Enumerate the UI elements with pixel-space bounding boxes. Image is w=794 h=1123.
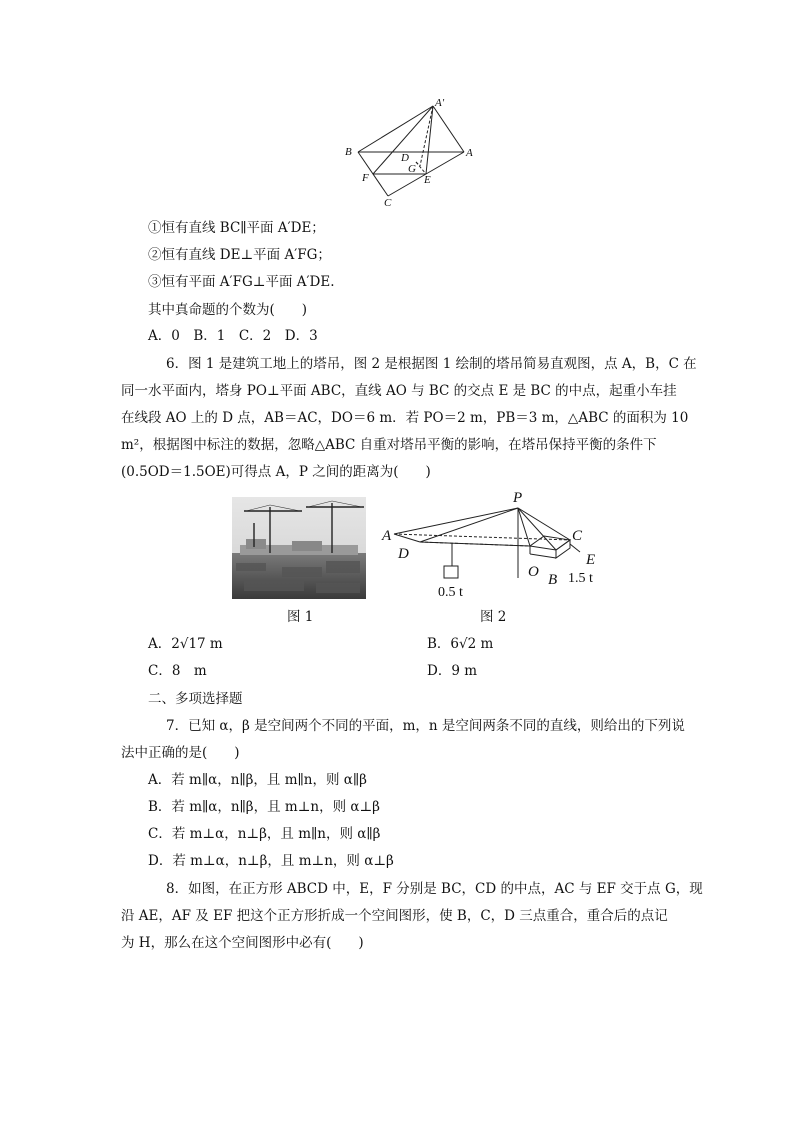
q8-line-1: 8．如图，在正方形 ABCD 中，E，F 分别是 BC，CD 的中点，AC 与 EF 交于点 G，现 [166, 881, 703, 897]
label-B: B [548, 572, 558, 588]
label-A-prime: A′ [435, 97, 445, 109]
crane-photo [232, 497, 366, 599]
q7-option-C: C．若 m⊥α，n⊥β，且 m∥n，则 α∥β [148, 826, 381, 842]
edge-Ap-A [433, 106, 464, 152]
fig2-caption: 图 2 [480, 609, 507, 625]
label-C: C [384, 197, 392, 208]
q6-line-5: (0.5OD＝1.5OE)可得点 A，P 之间的距离为( ) [121, 464, 431, 480]
q6-line-1: 6．图 1 是建筑工地上的塔吊，图 2 是根据图 1 绘制的塔吊简易直观图，点 A，B，C 在 [166, 356, 697, 372]
label-A: A [382, 528, 392, 544]
label-E: E [586, 552, 596, 568]
q6-line-2: 同一水平面内，塔身 PO⊥平面 ABC，直线 AO 与 BC 的交点 E 是 BC 的中点，起重小车挂 [121, 383, 677, 399]
label-D: D [398, 546, 409, 562]
crane-schematic [380, 488, 620, 602]
label-A: A [466, 147, 473, 159]
label-P: P [513, 490, 523, 506]
q7-line-1: 7．已知 α，β 是空间两个不同的平面，m，n 是空间两条不同的直线，则给出的下列说 [166, 718, 685, 734]
edge-Ap-E [426, 106, 433, 174]
q5-stem: 其中真命题的个数为( ) [148, 302, 308, 318]
label-weight-0.5t: 0.5 t [438, 585, 463, 600]
q5-statement-1: ①恒有直线 BC∥平面 A′DE； [148, 220, 325, 236]
edge-P-C [518, 508, 570, 540]
q6-option-D: D．9 m [427, 663, 478, 679]
q8-line-3: 为 H，那么在这个空间图形中必有( ) [121, 935, 364, 951]
q6-option-A: A．2√17 m [148, 636, 223, 652]
q8-line-2: 沿 AE，AF 及 EF 把这个正方形折成一个空间图形，使 B，C，D 三点重合，重合后的点记 [121, 908, 668, 924]
label-F: F [362, 172, 369, 184]
q7-option-D: D．若 m⊥α，n⊥β，且 m⊥n，则 α⊥β [148, 853, 394, 869]
label-G: G [408, 163, 416, 175]
q6-option-B: B．6√2 m [427, 636, 494, 652]
section-heading: 二、多项选择题 [148, 691, 243, 707]
q5-statement-3: ③恒有平面 A′FG⊥平面 A′DE. [148, 274, 335, 290]
q6-option-C: C．8 m [148, 663, 207, 679]
label-weight-1.5t: 1.5 t [568, 571, 593, 586]
edge-D-G [416, 162, 420, 166]
q7-option-B: B．若 m∥α，n∥β，且 m⊥n，则 α⊥β [148, 799, 380, 815]
label-B: B [345, 146, 352, 158]
edge-A-P [394, 508, 518, 534]
q5-statement-2: ②恒有直线 DE⊥平面 A′FG； [148, 247, 331, 263]
q7-line-2: 法中正确的是( ) [121, 745, 240, 761]
q6-line-4: m²，根据图中标注的数据，忽略△ABC 自重对塔吊平衡的影响，在塔吊保持平衡的条件下 [121, 437, 657, 453]
label-O: O [528, 564, 539, 580]
folding-triangle-figure [338, 96, 478, 208]
q5-options: A．0 B．1 C．2 D．3 [148, 328, 318, 344]
q7-option-A: A．若 m∥α，n∥β，且 m∥n，则 α∥β [148, 772, 367, 788]
label-C: C [572, 528, 583, 544]
counterweight-side [556, 540, 570, 558]
edge-D-mid [420, 542, 530, 546]
label-D: D [401, 152, 409, 164]
fig1-caption: 图 1 [287, 609, 314, 625]
q6-line-3: 在线段 AO 上的 D 点，AB＝AC，DO＝6 m．若 PO＝2 m，PB＝3 m，△ABC 的面积为 10 [121, 410, 689, 426]
edge-P-B [518, 508, 556, 550]
edge-Ap-G [420, 106, 433, 166]
edge-Ap-B [358, 106, 433, 152]
label-E: E [424, 174, 431, 186]
weight-0.5t [444, 566, 458, 578]
